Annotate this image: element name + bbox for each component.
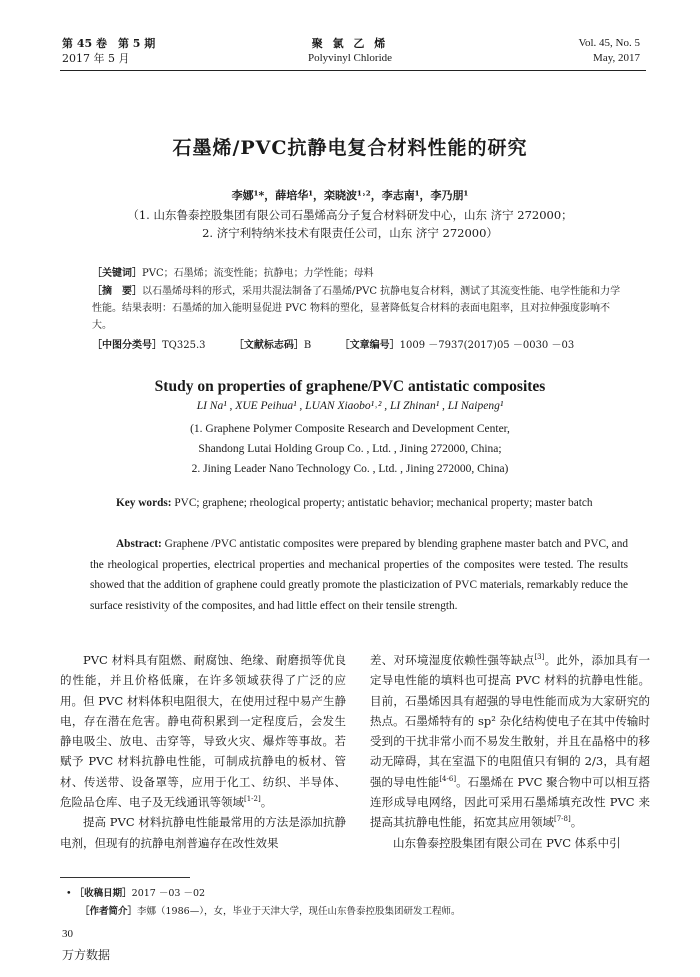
body-column-right [370, 650, 650, 853]
classification-line: ［中图分类号］TQ325.3 ［文献标志码］B ［文章编号］1009 －7937(2017)05 －0030 －03 [92, 340, 575, 351]
header-rule [60, 70, 646, 71]
affiliation-cn-line2: 2. 济宁利特纳米技术有限责任公司，山东 济宁 272000） [202, 226, 498, 240]
body-paragraph: 差、对环境湿度依赖性强等缺点[3]。此外，添加具有一定导电性能的填料也可提高 PVC 材料的抗静电性能。目前，石墨烯因具有超强的导电性能而成为大家研究的热点。石墨烯特有的 sp² 杂化结构使电子在其中传输时受到的干扰非常小而不易发生散射，并且在晶格中的移动无障碍，其在室温下的电阻值只有铜的 2/3，具有超强的导电性能[4-6]。石墨烯在 PVC 聚合物中可以相互搭连形成导电网络，因此可采用石墨烯填充改性 PVC 来提高其抗静电性能，拓宽其应用领域[7-8]。 [370, 653, 651, 830]
body-paragraph: PVC 材料具有阻燃、耐腐蚀、绝缘、耐磨损等优良的性能，并且价格低廉，在许多领域获得了广泛的应用。但 PVC 材料体积电阻很大，在使用过程中易产生静电，存在潜在危害。静电荷积累到一定程度后，会发生静电吸尘、放电、击穿等，导致火灾、爆炸等事故。若赋予 PVC 材料抗静电性能，可制成抗静电的板材、管材、传送带、设备罩等，应用于化工、纺织、半导体、危险品仓库、电子及无线通讯等领域[1-2]。 [60, 653, 346, 810]
abstract-en: Abstract: Graphene /PVC antistatic composites were prepared by blending graphene master batch and PVC, and the rheological properties, electrical properties and mechanical properties of the composites were tested. The results showed that the addition of graphene could greatly promote the plasticization of PVC materials, remarkably reduce the surface resistivity of the composites, and had little effect on their tensile strength. [90, 538, 628, 612]
affiliation-en-line2: Shandong Lutai Holding Group Co. , Ltd. , Jining 272000, China; [198, 443, 502, 455]
watermark: 万方数据 [62, 948, 111, 962]
affiliation-en-line1: (1. Graphene Polymer Composite Research and Development Center, [190, 423, 510, 435]
footnote-rule [60, 877, 190, 878]
body-column-left [60, 650, 346, 853]
body-paragraph: 提高 PVC 材料抗静电性能最常用的方法是添加抗静电剂，但现有的抗静电剂普遍存在改性效果 [60, 815, 346, 850]
keywords-en: Key words: PVC; graphene; rheological property; antistatic behavior; mechanical property; master batch [116, 497, 593, 509]
article-title-cn: 石墨烯/PVC抗静电复合材料性能的研究 [172, 137, 528, 159]
body-paragraph: 山东鲁泰控股集团有限公司在 PVC 体系中引 [393, 835, 621, 850]
journal-name: 聚 氯 乙 烯 Polyvinyl Chloride [307, 37, 393, 64]
keywords-cn: ［关键词］PVC；石墨烯；流变性能；抗静电；力学性能；母料 [92, 268, 374, 279]
abstract-cn: ［摘 要］以石墨烯母料的形式，采用共混法制备了石墨烯/PVC 抗静电复合材料，测试了其流变性能、电学性能和力学性能。结果表明：石墨烯的加入能明显促进 PVC 物料的塑化，显著降低复合材料的表面电阻率，且对拉伸强度影响不大。 [92, 286, 621, 331]
affiliation-en-line3: 2. Jining Leader Nano Technology Co. , Ltd. , Jining 272000, China) [191, 463, 509, 475]
article-title-en: Study on properties of graphene/PVC antistatic composites [154, 378, 546, 395]
journal-volume-en: Vol. 45, No. 5 May, 2017 [578, 37, 640, 64]
authors-en: LI Na¹ , XUE Peihua¹ , LUAN Xiaobo¹˒² , LI Zhinan¹ , LI Naipeng¹ [196, 400, 504, 412]
footnote-received: • ［收稿日期］2017 －03 －02 [66, 888, 206, 899]
footnote-author: ［作者简介］李娜（1986—），女，毕业于天津大学，现任山东鲁泰控股集团研发工程师。 [80, 906, 461, 917]
affiliation-cn-line1: （1. 山东鲁泰控股集团有限公司石墨烯高分子复合材料研发中心，山东 济宁 272000； [127, 208, 573, 222]
authors-cn: 李娜¹*，薛培华¹，栾晓波¹˒²，李志南¹，李乃朋¹ [231, 189, 469, 202]
page-number: 30 [62, 928, 73, 940]
journal-volume-issue: 第 45 卷 第 5 期 2017 年 5 月 [62, 37, 156, 65]
